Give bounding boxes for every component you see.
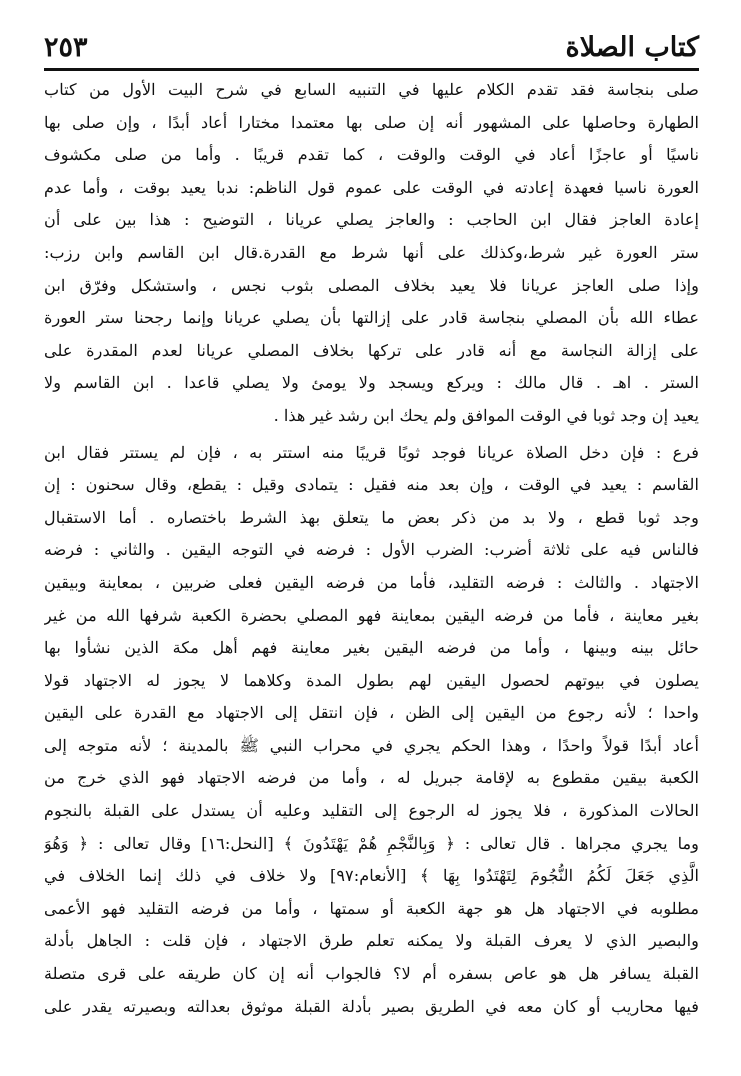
text-line: فرع : فإن دخل الصلاة عريانا فوجد ثوبًا قريبًا منه استتر به ، فإن لم يستتر فقال ابن: [44, 442, 699, 462]
text-line: عطاء الله بأن المصلي بنجاسة قادر على إزالتها بأن يصلي عريانا وإنما رجحنا ستر العورة: [44, 308, 699, 328]
text-line: واحدا ؛ لأنه رجوع من اليقين إلى الظن ، فإن انتقل إلى الاجتهاد مع القدرة على اليقين: [44, 703, 699, 723]
text-line: والبصير الذي لا يعرف القبلة ولا يمكنه تعلم طرق الاجتهاد ، فإن قلت : الجاهل بأدلة: [44, 931, 699, 951]
text-line: الحالات المذكورة ، فلا يجوز له الرجوع إلى التقليد وعليه أن يستدل على القبلة بالنجوم: [44, 801, 699, 821]
text-line: الستر . اهـ . قال مالك : ويركع ويسجد ولا يومئ ولا يصلي قاعدا . ابن القاسم ولا: [44, 373, 699, 393]
text-line: وجد ثوبا قطع ، ولا بد من ذكر بعض ما يتعلق بهذ الشرط باختصاره . أما الاستقبال: [44, 507, 699, 527]
text-line: يصلون في بيوتهم لحصول اليقين لهم بطول المدة وكلاهما لا يجوز له الاجتهاد قولا: [44, 670, 699, 690]
text-line: فالناس فيه على ثلاثة أضرب: الضرب الأول : فرضه في التوجه اليقين . والثاني : فرضه: [44, 540, 699, 560]
text-line: الطهارة وحاصلها على المشهور أنه إن صلى بها معتمدا مختارا أعاد أبدًا ، وإن صلى بها: [44, 112, 699, 132]
text-line: صلى بنجاسة فقد تقدم الكلام عليها في التنبيه السابع في شرح البيت الأول من كتاب: [44, 80, 699, 99]
text-line: يعيد إن وجد ثوبا في الوقت الموافق ولم يحك ابن رشد غير هذا .: [273, 405, 699, 425]
text-line: وما يجري مجراها . قال تعالى : ﴿ وَبِالنَّجْمِ هُمْ يَهْتَدُونَ ﴾ [النحل:١٦] وقال تعالى : ﴿ وَهُوَ: [44, 833, 699, 853]
body-text: [44, 74, 699, 1023]
text-line: فيها محاريب أو كان معه في الطريق بصير بأدلة القبلة موثوق بعدالته وبصيرته يقدر على: [44, 996, 699, 1016]
page-number: ٢٥٣: [44, 32, 88, 63]
paragraph: [44, 74, 699, 433]
running-head-title: كتاب الصلاة: [565, 32, 699, 63]
text-line: الَّذِي جَعَلَ لَكُمُ النُّجُومَ لِتَهْتَدُوا بِهَا ﴾ [الأنعام:٩٧] ولا خلاف في ذلك إنما الخلاف في: [44, 866, 699, 886]
paragraph: [44, 437, 699, 1024]
text-line: الاجتهاد . والثالث : فرضه التقليد، فأما من فرضه اليقين فعلى ضربين ، بمعاينة وبيقين: [44, 572, 699, 592]
text-line: أعاد أبدًا قولاً واحدًا ، وهذا الحكم يجري في محراب النبي ﷺ بالمدينة ؛ لأنه متوجه إلى: [44, 735, 699, 755]
text-line: مطلوبه في الاجتهاد هل هو جهة الكعبة أو سمتها ، وأما من فرضه التقليد فهو الأعمى: [44, 898, 699, 918]
text-line: القاسم : يعيد في الوقت ، وإن بعد منه فقيل : يتمادى وقيل : يقطع، وقال سحنون : إن: [44, 475, 699, 495]
text-line: على إزالة النجاسة مع أنه قادر على تركها بخلاف المصلي عريانا لعدم المقدرة على: [44, 340, 699, 360]
text-line: إعادة العاجز فقال ابن الحاجب : والعاجز يصلي عريانا ، التوضيح : هذا بين على أن: [44, 210, 699, 230]
text-line: ناسيًا أو عاجزًا أعاد في الوقت والوقت ، كما تقدم قريبًا . وأما من صلى مكشوف: [44, 145, 699, 165]
text-line: ستر العورة غير شرط،وكذلك على أنها شرط مع القدرة.قال ابن القاسم وابن رزب:: [44, 242, 699, 262]
text-line: الكعبة بيقين مقطوع به لإقامة جبريل له ، وأما من فرضه الاجتهاد فهو الذي خرج من: [44, 768, 699, 788]
text-line: العورة ناسيا فعهدة إعادته في الوقت على عموم قول الناظم: ندبا يعيد بوقت ، وأما عدم: [44, 177, 699, 197]
text-line: وإذا صلى العاجز عريانا فلا يعيد بخلاف المصلى بثوب نجس ، واستشكل وفرّق ابن: [44, 275, 699, 295]
text-line: القبلة يسافر هل هو عاص بسفره أم لا؟ فالجواب أنه إن كان طريقه على قرى متصلة: [44, 964, 699, 984]
text-line: حائل بينه وبينها ، وأما من فرضه اليقين بغير معاينة فهم أهل مكة الذين نشأوا بها: [44, 638, 699, 658]
running-head: [44, 22, 699, 71]
text-line: بغير معاينة ، فأما من فرضه اليقين بمعاينة فهو المصلي بحضرة الكعبة شرفها الله من غير: [44, 605, 699, 625]
